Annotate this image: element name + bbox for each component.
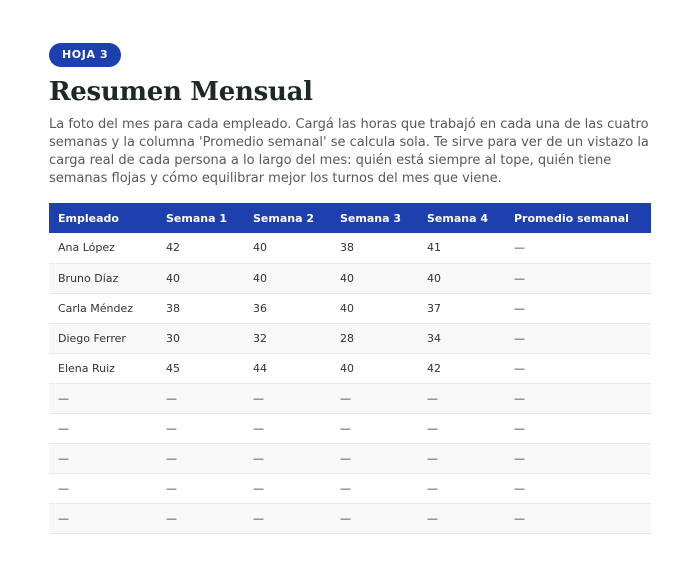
employee-name-cell[interactable]: — — [49, 413, 157, 443]
hours-cell[interactable]: 40 — [244, 263, 331, 293]
average-cell[interactable]: — — [505, 263, 651, 293]
hours-cell[interactable]: — — [244, 503, 331, 533]
hours-cell[interactable]: — — [418, 443, 505, 473]
average-cell[interactable]: — — [505, 383, 651, 413]
hours-cell[interactable]: 40 — [331, 353, 418, 383]
hours-cell[interactable]: — — [157, 413, 244, 443]
hours-cell[interactable]: 42 — [157, 233, 244, 263]
hours-cell[interactable]: — — [331, 443, 418, 473]
column-header-empleado: Empleado — [58, 211, 119, 225]
employee-name-cell[interactable]: — — [49, 473, 157, 503]
employee-name-cell[interactable]: — — [49, 383, 157, 413]
average-cell[interactable]: — — [505, 503, 651, 533]
employee-name-cell[interactable]: Ana López — [49, 233, 157, 263]
page-title: Resumen Mensual — [49, 77, 313, 107]
hours-cell[interactable]: 30 — [157, 323, 244, 353]
hours-cell[interactable]: 40 — [244, 233, 331, 263]
hours-cell[interactable]: — — [331, 503, 418, 533]
hours-cell[interactable]: 37 — [418, 293, 505, 323]
average-cell[interactable]: — — [505, 443, 651, 473]
average-cell[interactable]: — — [505, 323, 651, 353]
table-row — [49, 473, 651, 503]
column-header-semana-2: Semana 2 — [253, 211, 315, 225]
average-cell[interactable]: — — [505, 473, 651, 503]
hours-cell[interactable]: — — [331, 473, 418, 503]
average-cell[interactable]: — — [505, 353, 651, 383]
employee-name-cell[interactable]: Elena Ruiz — [49, 353, 157, 383]
employee-name-cell[interactable]: Carla Méndez — [49, 293, 157, 323]
employee-name-cell[interactable]: Diego Ferrer — [49, 323, 157, 353]
hours-cell[interactable]: — — [244, 413, 331, 443]
hours-cell[interactable]: — — [157, 443, 244, 473]
hours-cell[interactable]: 34 — [418, 323, 505, 353]
hours-cell[interactable]: — — [331, 413, 418, 443]
table-row — [49, 443, 651, 473]
hours-cell[interactable]: — — [244, 473, 331, 503]
hours-cell[interactable]: 40 — [157, 263, 244, 293]
hours-cell[interactable]: — — [418, 383, 505, 413]
table-row — [49, 323, 651, 353]
hours-cell[interactable]: 42 — [418, 353, 505, 383]
hours-cell[interactable]: — — [157, 383, 244, 413]
table-row — [49, 293, 651, 323]
column-header-promedio: Promedio semanal — [514, 211, 629, 225]
hours-cell[interactable]: 36 — [244, 293, 331, 323]
hours-cell[interactable]: 45 — [157, 353, 244, 383]
sheet-badge: HOJA 3 — [49, 43, 121, 67]
hours-cell[interactable]: 40 — [331, 263, 418, 293]
column-header-semana-1: Semana 1 — [166, 211, 228, 225]
table-row — [49, 413, 651, 443]
table-row — [49, 503, 651, 533]
hours-cell[interactable]: 38 — [331, 233, 418, 263]
page-description: La foto del mes para cada empleado. Cargá las horas que trabajó en cada una de las cuatro semanas y la columna 'Promedio semanal' se calcula sola. Te sirve para ver de un vistazo la carga real de cada persona a lo largo del mes: quién está siempre al tope, quién tiene semanas flojas y cómo equilibrar mejor los turnos del mes que viene. — [49, 117, 649, 186]
hours-cell[interactable]: 40 — [418, 263, 505, 293]
hours-cell[interactable]: — — [244, 443, 331, 473]
hours-cell[interactable]: 38 — [157, 293, 244, 323]
average-cell[interactable]: — — [505, 233, 651, 263]
hours-cell[interactable]: — — [418, 413, 505, 443]
hours-cell[interactable]: — — [418, 473, 505, 503]
hours-cell[interactable]: — — [244, 383, 331, 413]
hours-cell[interactable]: 32 — [244, 323, 331, 353]
table-header-row — [49, 203, 651, 233]
table-row — [49, 263, 651, 293]
hours-cell[interactable]: 44 — [244, 353, 331, 383]
table-row — [49, 353, 651, 383]
hours-cell[interactable]: 41 — [418, 233, 505, 263]
hours-cell[interactable]: — — [418, 503, 505, 533]
hours-cell[interactable]: 28 — [331, 323, 418, 353]
employee-name-cell[interactable]: — — [49, 503, 157, 533]
table-row — [49, 383, 651, 413]
hours-cell[interactable]: — — [157, 503, 244, 533]
hours-cell[interactable]: — — [331, 383, 418, 413]
employee-name-cell[interactable]: — — [49, 443, 157, 473]
column-header-semana-3: Semana 3 — [340, 211, 402, 225]
average-cell[interactable]: — — [505, 293, 651, 323]
table-row — [49, 233, 651, 263]
average-cell[interactable]: — — [505, 413, 651, 443]
summary-table — [49, 203, 651, 534]
hours-cell[interactable]: — — [157, 473, 244, 503]
column-header-semana-4: Semana 4 — [427, 211, 489, 225]
hours-cell[interactable]: 40 — [331, 293, 418, 323]
employee-name-cell[interactable]: Bruno Díaz — [49, 263, 157, 293]
